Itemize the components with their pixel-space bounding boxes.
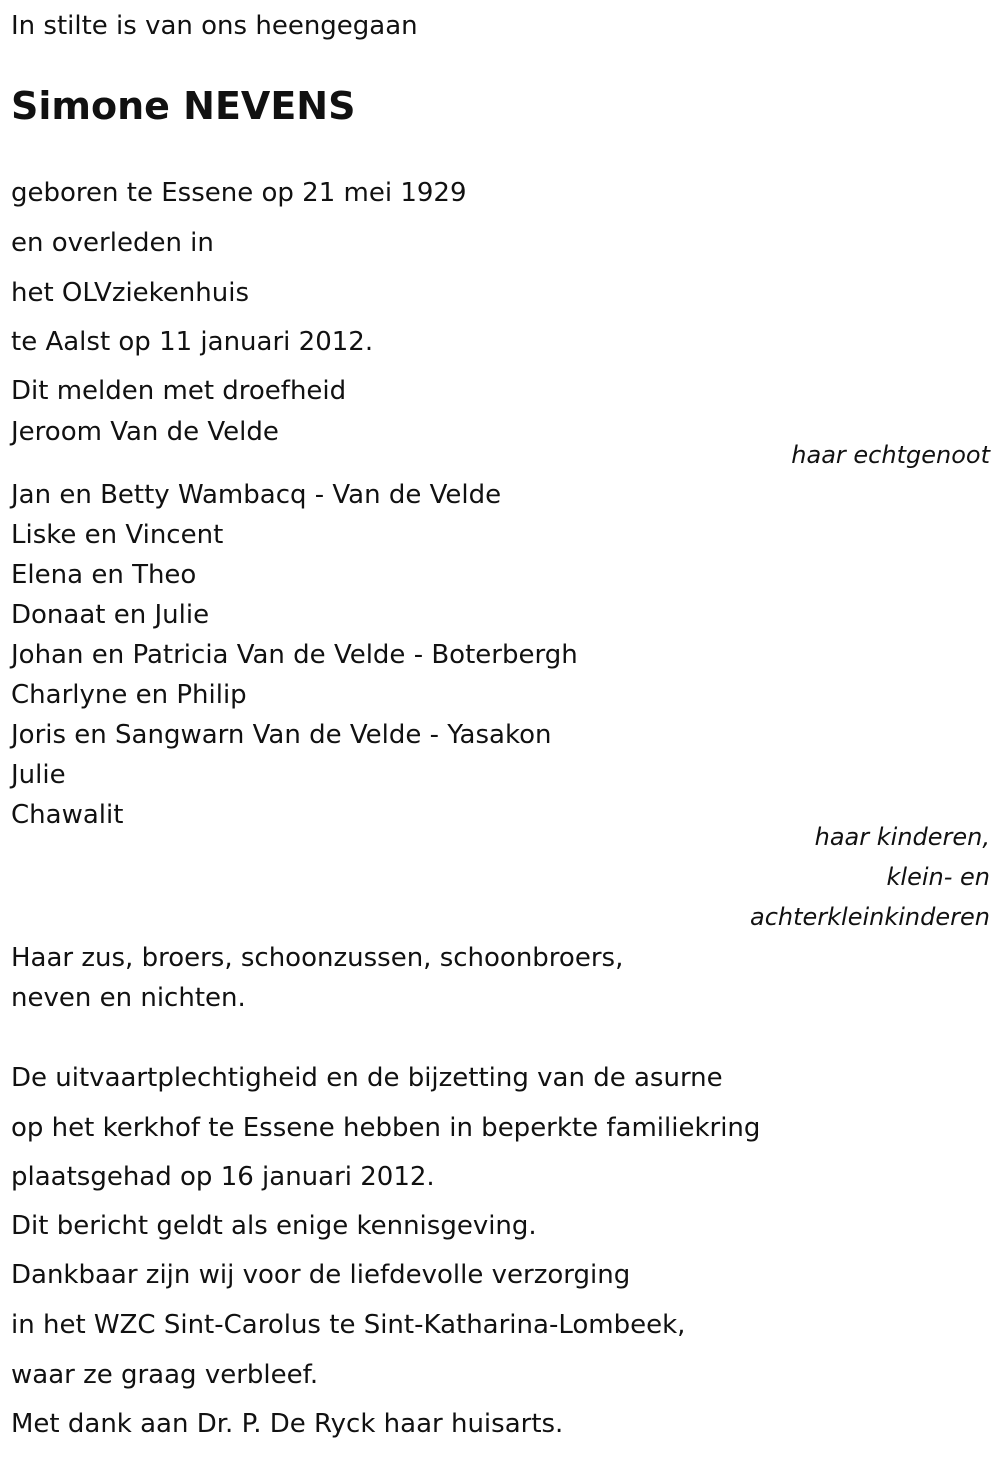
child-line: Elena en Theo <box>11 560 197 590</box>
child-line: Charlyne en Philip <box>11 680 247 710</box>
child-line: Joris en Sangwarn Van de Velde - Yasakon <box>11 720 552 750</box>
child-line: Johan en Patricia Van de Velde - Boterbergh <box>11 640 578 670</box>
detail-line: het OLVziekenhuis <box>11 278 250 308</box>
children-relation-line: klein- en <box>886 863 990 891</box>
closing-line: plaatsgehad op 16 januari 2012. <box>11 1162 435 1192</box>
child-line: Liske en Vincent <box>11 520 224 550</box>
spouse-relation: haar echtgenoot <box>791 441 990 469</box>
closing-line: Dit bericht geldt als enige kennisgeving. <box>11 1211 537 1241</box>
family-line: neven en nichten. <box>11 983 246 1013</box>
detail-line: Dit melden met droefheid <box>11 376 347 406</box>
detail-line: en overleden in <box>11 228 214 258</box>
children-relation-line: haar kinderen, <box>814 823 990 851</box>
closing-line: Dankbaar zijn wij voor de liefdevolle verzorging <box>11 1260 631 1290</box>
closing-line: Met dank aan Dr. P. De Ryck haar huisarts. <box>11 1409 564 1439</box>
closing-line: in het WZC Sint-Carolus te Sint-Katharina-Lombeek, <box>11 1310 686 1340</box>
intro-text: In stilte is van ons heengegaan <box>11 11 418 41</box>
spouse-name: Jeroom Van de Velde <box>11 417 279 447</box>
family-line: Haar zus, broers, schoonzussen, schoonbroers, <box>11 943 624 973</box>
child-line: Julie <box>11 760 66 790</box>
closing-line: op het kerkhof te Essene hebben in beperkte familiekring <box>11 1113 761 1143</box>
detail-line: geboren te Essene op 21 mei 1929 <box>11 178 467 208</box>
children-relation-line: achterkleinkinderen <box>750 903 990 931</box>
closing-line: waar ze graag verbleef. <box>11 1360 319 1390</box>
child-line: Donaat en Julie <box>11 600 210 630</box>
child-line: Chawalit <box>11 800 124 830</box>
closing-line: De uitvaartplechtigheid en de bijzetting van de asurne <box>11 1063 723 1093</box>
detail-line: te Aalst op 11 januari 2012. <box>11 327 374 357</box>
child-line: Jan en Betty Wambacq - Van de Velde <box>11 480 502 510</box>
deceased-name: Simone NEVENS <box>11 84 356 128</box>
